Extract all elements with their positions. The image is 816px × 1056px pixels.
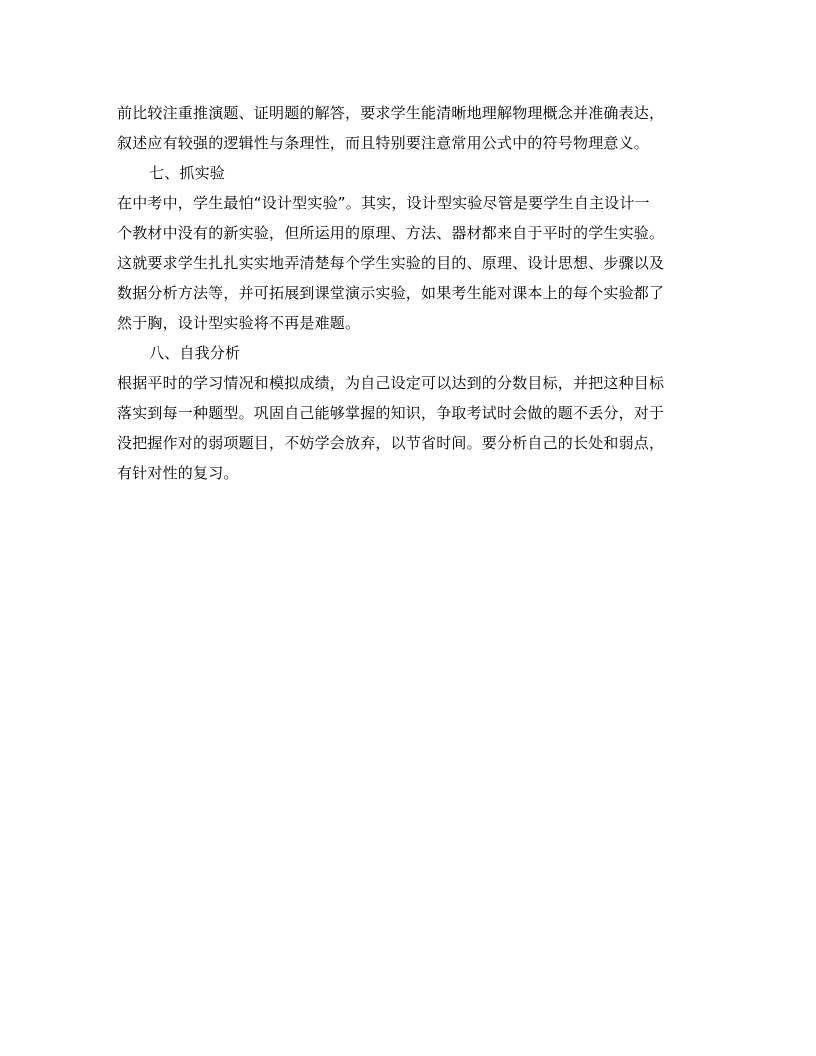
section-heading-experiments: 七、抓实验	[149, 164, 226, 182]
paragraph-line: 落实到每一种题型。巩固自己能够掌握的知识，争取考试时会做的题不丢分，对于	[117, 404, 665, 422]
document-body	[117, 98, 702, 488]
paragraph-line: 前比较注重推演题、证明题的解答，要求学生能清晰地理解物理概念并准确表达，	[117, 104, 665, 122]
paragraph-line: 没把握作对的弱项题目，不妨学会放弃，以节省时间。要分析自己的长处和弱点，	[117, 434, 665, 452]
paragraph-line: 叙述应有较强的逻辑性与条理性，而且特别要注意常用公式中的符号物理意义。	[117, 134, 650, 152]
paragraph-line: 个教材中没有的新实验，但所运用的原理、方法、器材都来自于平时的学生实验。	[117, 224, 665, 242]
paragraph-line: 然于胸，设计型实验将不再是难题。	[117, 314, 361, 332]
paragraph-line: 数据分析方法等，并可拓展到课堂演示实验，如果考生能对课本上的每个实验都了	[117, 284, 665, 302]
paragraph-line: 有针对性的复习。	[117, 464, 239, 482]
paragraph-line: 根据平时的学习情况和模拟成绩，为自己设定可以达到的分数目标，并把这种目标	[117, 374, 665, 392]
paragraph-line: 在中考中，学生最怕“设计型实验”。其实，设计型实验尽管是要学生自主设计一	[117, 194, 650, 212]
paragraph-line: 这就要求学生扎扎实实地弄清楚每个学生实验的目的、原理、设计思想、步骤以及	[117, 254, 665, 272]
section-heading-self-analysis: 八、自我分析	[149, 344, 241, 362]
